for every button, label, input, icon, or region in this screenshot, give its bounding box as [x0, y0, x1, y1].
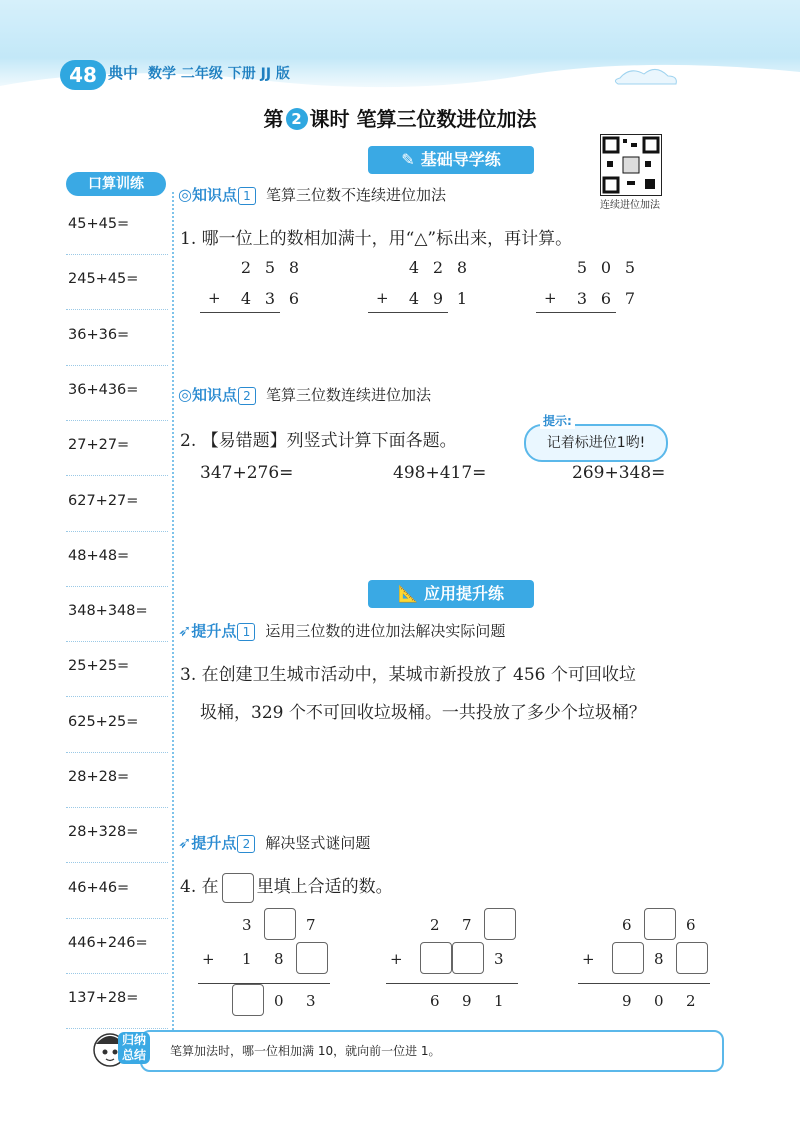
question-1-text: 1. 哪一位上的数相加满十，用“△”标出来，再计算。 — [180, 229, 573, 249]
digit: 7 — [624, 289, 636, 308]
rocket-icon: ➶ — [178, 621, 192, 640]
lesson-suffix: 课时 笔算三位数进位加法 — [309, 107, 537, 131]
improvement-point-1 — [178, 620, 505, 641]
pencil-ruler-icon: ✎ — [401, 150, 415, 169]
digit: 8 — [654, 950, 664, 968]
digit: 0 — [654, 992, 664, 1010]
tp1-label: 提升点 — [191, 622, 237, 640]
question-4-text — [180, 872, 393, 903]
digit: 1 — [494, 992, 504, 1010]
digit: 9 — [622, 992, 632, 1010]
digit: 4 — [408, 289, 420, 308]
answer-box[interactable] — [484, 908, 516, 940]
addend-top — [234, 258, 314, 277]
lesson-prefix: 第 — [263, 107, 284, 131]
digit: 0 — [600, 258, 612, 277]
answer-box[interactable] — [644, 908, 676, 940]
sum-line — [578, 983, 710, 984]
tp2-label: 提升点 — [191, 834, 237, 852]
digit: 6 — [430, 992, 440, 1010]
question-2-text: 2. 【易错题】列竖式计算下面各题。 — [180, 431, 457, 451]
sum-line — [200, 312, 280, 313]
brand-logo: 典中 — [108, 64, 139, 82]
kp2-title: 笔算三位数连续进位加法 — [265, 386, 431, 404]
page-number: 48 — [60, 60, 106, 90]
tip-bubble: 记着标进位1哟! — [524, 424, 668, 462]
q2-expression-2: 498+417= — [393, 463, 487, 483]
kp1-label: 知识点 — [191, 186, 237, 204]
oral-item: 625+25= — [68, 714, 139, 730]
digit: 9 — [462, 992, 472, 1010]
digit: 6 — [600, 289, 612, 308]
qr-code-icon[interactable] — [600, 134, 662, 196]
sum-line — [386, 983, 518, 984]
q4-suffix: 里填上合适的数。 — [256, 877, 393, 897]
oral-divider — [66, 696, 168, 697]
digit: 2 — [432, 258, 444, 277]
sum-line — [368, 312, 448, 313]
digit: 6 — [288, 289, 300, 308]
answer-box[interactable] — [612, 942, 644, 974]
question-3-line-1: 3. 在创建卫生城市活动中，某城市新投放了 456 个可回收垃 — [180, 665, 636, 685]
oral-item: 348+348= — [68, 603, 148, 619]
oral-item: 36+36= — [68, 327, 130, 343]
oral-item: 36+436= — [68, 382, 139, 398]
digit: 3 — [264, 289, 276, 308]
oral-divider — [66, 254, 168, 255]
oral-item: 28+28= — [68, 769, 130, 785]
digit: 2 — [240, 258, 252, 277]
digit: 4 — [408, 258, 420, 277]
q2-expression-1: 347+276= — [200, 463, 294, 483]
target-icon: ◎ — [178, 185, 192, 204]
oral-item: 446+246= — [68, 935, 148, 951]
digit: 6 — [686, 916, 696, 934]
apply-section-label: 应用提升练 — [423, 584, 504, 603]
oral-item: 45+45= — [68, 216, 130, 232]
digit: 9 — [432, 289, 444, 308]
digit: 4 — [240, 289, 252, 308]
summary-tag — [118, 1032, 150, 1064]
answer-box[interactable] — [232, 984, 264, 1016]
lesson-title — [0, 103, 800, 132]
oral-divider — [66, 752, 168, 753]
answer-box[interactable] — [676, 942, 708, 974]
basic-section-label: 基础导学练 — [420, 150, 501, 169]
oral-item: 48+48= — [68, 548, 130, 564]
oral-item: 28+328= — [68, 824, 139, 840]
plus-sign: + — [582, 950, 595, 968]
digit: 3 — [576, 289, 588, 308]
digit: 3 — [494, 950, 504, 968]
oral-training-label: 口算训练 — [66, 172, 166, 196]
lesson-number: 2 — [286, 108, 308, 130]
apply-section-banner — [368, 580, 534, 608]
oral-item: 627+27= — [68, 493, 139, 509]
q4-prefix: 4. 在 — [180, 877, 219, 897]
rocket-icon: ➶ — [178, 833, 192, 852]
answer-box-sample — [222, 873, 254, 903]
question-3-line-2: 圾桶，329 个不可回收垃圾桶。一共投放了多少个垃圾桶？ — [200, 703, 646, 723]
plus-sign: + — [544, 289, 557, 307]
oral-divider — [66, 475, 168, 476]
oral-divider — [66, 365, 168, 366]
sum-line — [536, 312, 616, 313]
target-icon: ◎ — [178, 385, 192, 404]
ruler-icon: 📐 — [398, 584, 418, 603]
addend-bottom — [570, 289, 650, 308]
digit: 5 — [576, 258, 588, 277]
oral-divider — [66, 309, 168, 310]
addend-bottom — [402, 289, 482, 308]
tp2-number: 2 — [237, 835, 255, 853]
knowledge-point-1 — [178, 184, 446, 205]
kp2-label: 知识点 — [191, 386, 237, 404]
digit: 8 — [288, 258, 300, 277]
oral-item: 25+25= — [68, 658, 130, 674]
digit: 8 — [274, 950, 284, 968]
oral-divider — [66, 807, 168, 808]
summary-tag-line-1: 归纳 — [122, 1033, 147, 1047]
kp2-number: 2 — [238, 387, 256, 405]
digit: 7 — [306, 916, 316, 934]
sum-line — [198, 983, 330, 984]
oral-item: 137+28= — [68, 990, 139, 1006]
tip-label: 提示: — [540, 412, 575, 429]
summary-tag-line-2: 总结 — [122, 1048, 147, 1062]
addend-bottom — [234, 289, 314, 308]
digit: 0 — [274, 992, 284, 1010]
digit: 3 — [242, 916, 252, 934]
answer-box[interactable] — [452, 942, 484, 974]
plus-sign: + — [208, 289, 221, 307]
oral-divider — [66, 862, 168, 863]
digit: 7 — [462, 916, 472, 934]
oral-item: 245+45= — [68, 271, 139, 287]
digit: 8 — [456, 258, 468, 277]
oral-divider — [66, 973, 168, 974]
oral-divider — [66, 531, 168, 532]
oral-divider — [66, 586, 168, 587]
digit: 6 — [622, 916, 632, 934]
summary-text: 笔算加法时，哪一位相加满 10，就向前一位进 1。 — [170, 1044, 441, 1058]
tp1-title: 运用三位数的进位加法解决实际问题 — [265, 622, 506, 640]
oral-divider — [66, 918, 168, 919]
digit: 2 — [430, 916, 440, 934]
basic-section-banner — [368, 146, 534, 174]
digit: 5 — [624, 258, 636, 277]
book-subtitle: 数学 二年级 下册 JJ 版 — [148, 66, 290, 82]
q2-expression-3: 269+348= — [572, 463, 666, 483]
sidebar-divider — [172, 192, 174, 1030]
digit: 5 — [264, 258, 276, 277]
plus-sign: + — [390, 950, 403, 968]
digit: 1 — [456, 289, 468, 308]
knowledge-point-2 — [178, 384, 431, 405]
answer-box[interactable] — [264, 908, 296, 940]
oral-item: 46+46= — [68, 880, 130, 896]
oral-item: 27+27= — [68, 437, 130, 453]
sidebar-title — [66, 170, 166, 198]
improvement-point-2 — [178, 832, 370, 853]
plus-sign: + — [202, 950, 215, 968]
addend-top — [570, 258, 650, 277]
addend-top — [402, 258, 482, 277]
tp1-number: 1 — [237, 623, 255, 641]
digit: 2 — [686, 992, 696, 1010]
kp1-title: 笔算三位数不连续进位加法 — [265, 186, 446, 204]
kp1-number: 1 — [238, 187, 256, 205]
oral-divider — [66, 641, 168, 642]
digit: 1 — [242, 950, 252, 968]
answer-box[interactable] — [296, 942, 328, 974]
oral-divider — [66, 420, 168, 421]
plus-sign: + — [376, 289, 389, 307]
answer-box[interactable] — [420, 942, 452, 974]
oral-divider — [66, 1028, 168, 1029]
qr-caption: 连续进位加法 — [600, 200, 660, 211]
tp2-title: 解决竖式谜问题 — [265, 834, 371, 852]
digit: 3 — [306, 992, 316, 1010]
